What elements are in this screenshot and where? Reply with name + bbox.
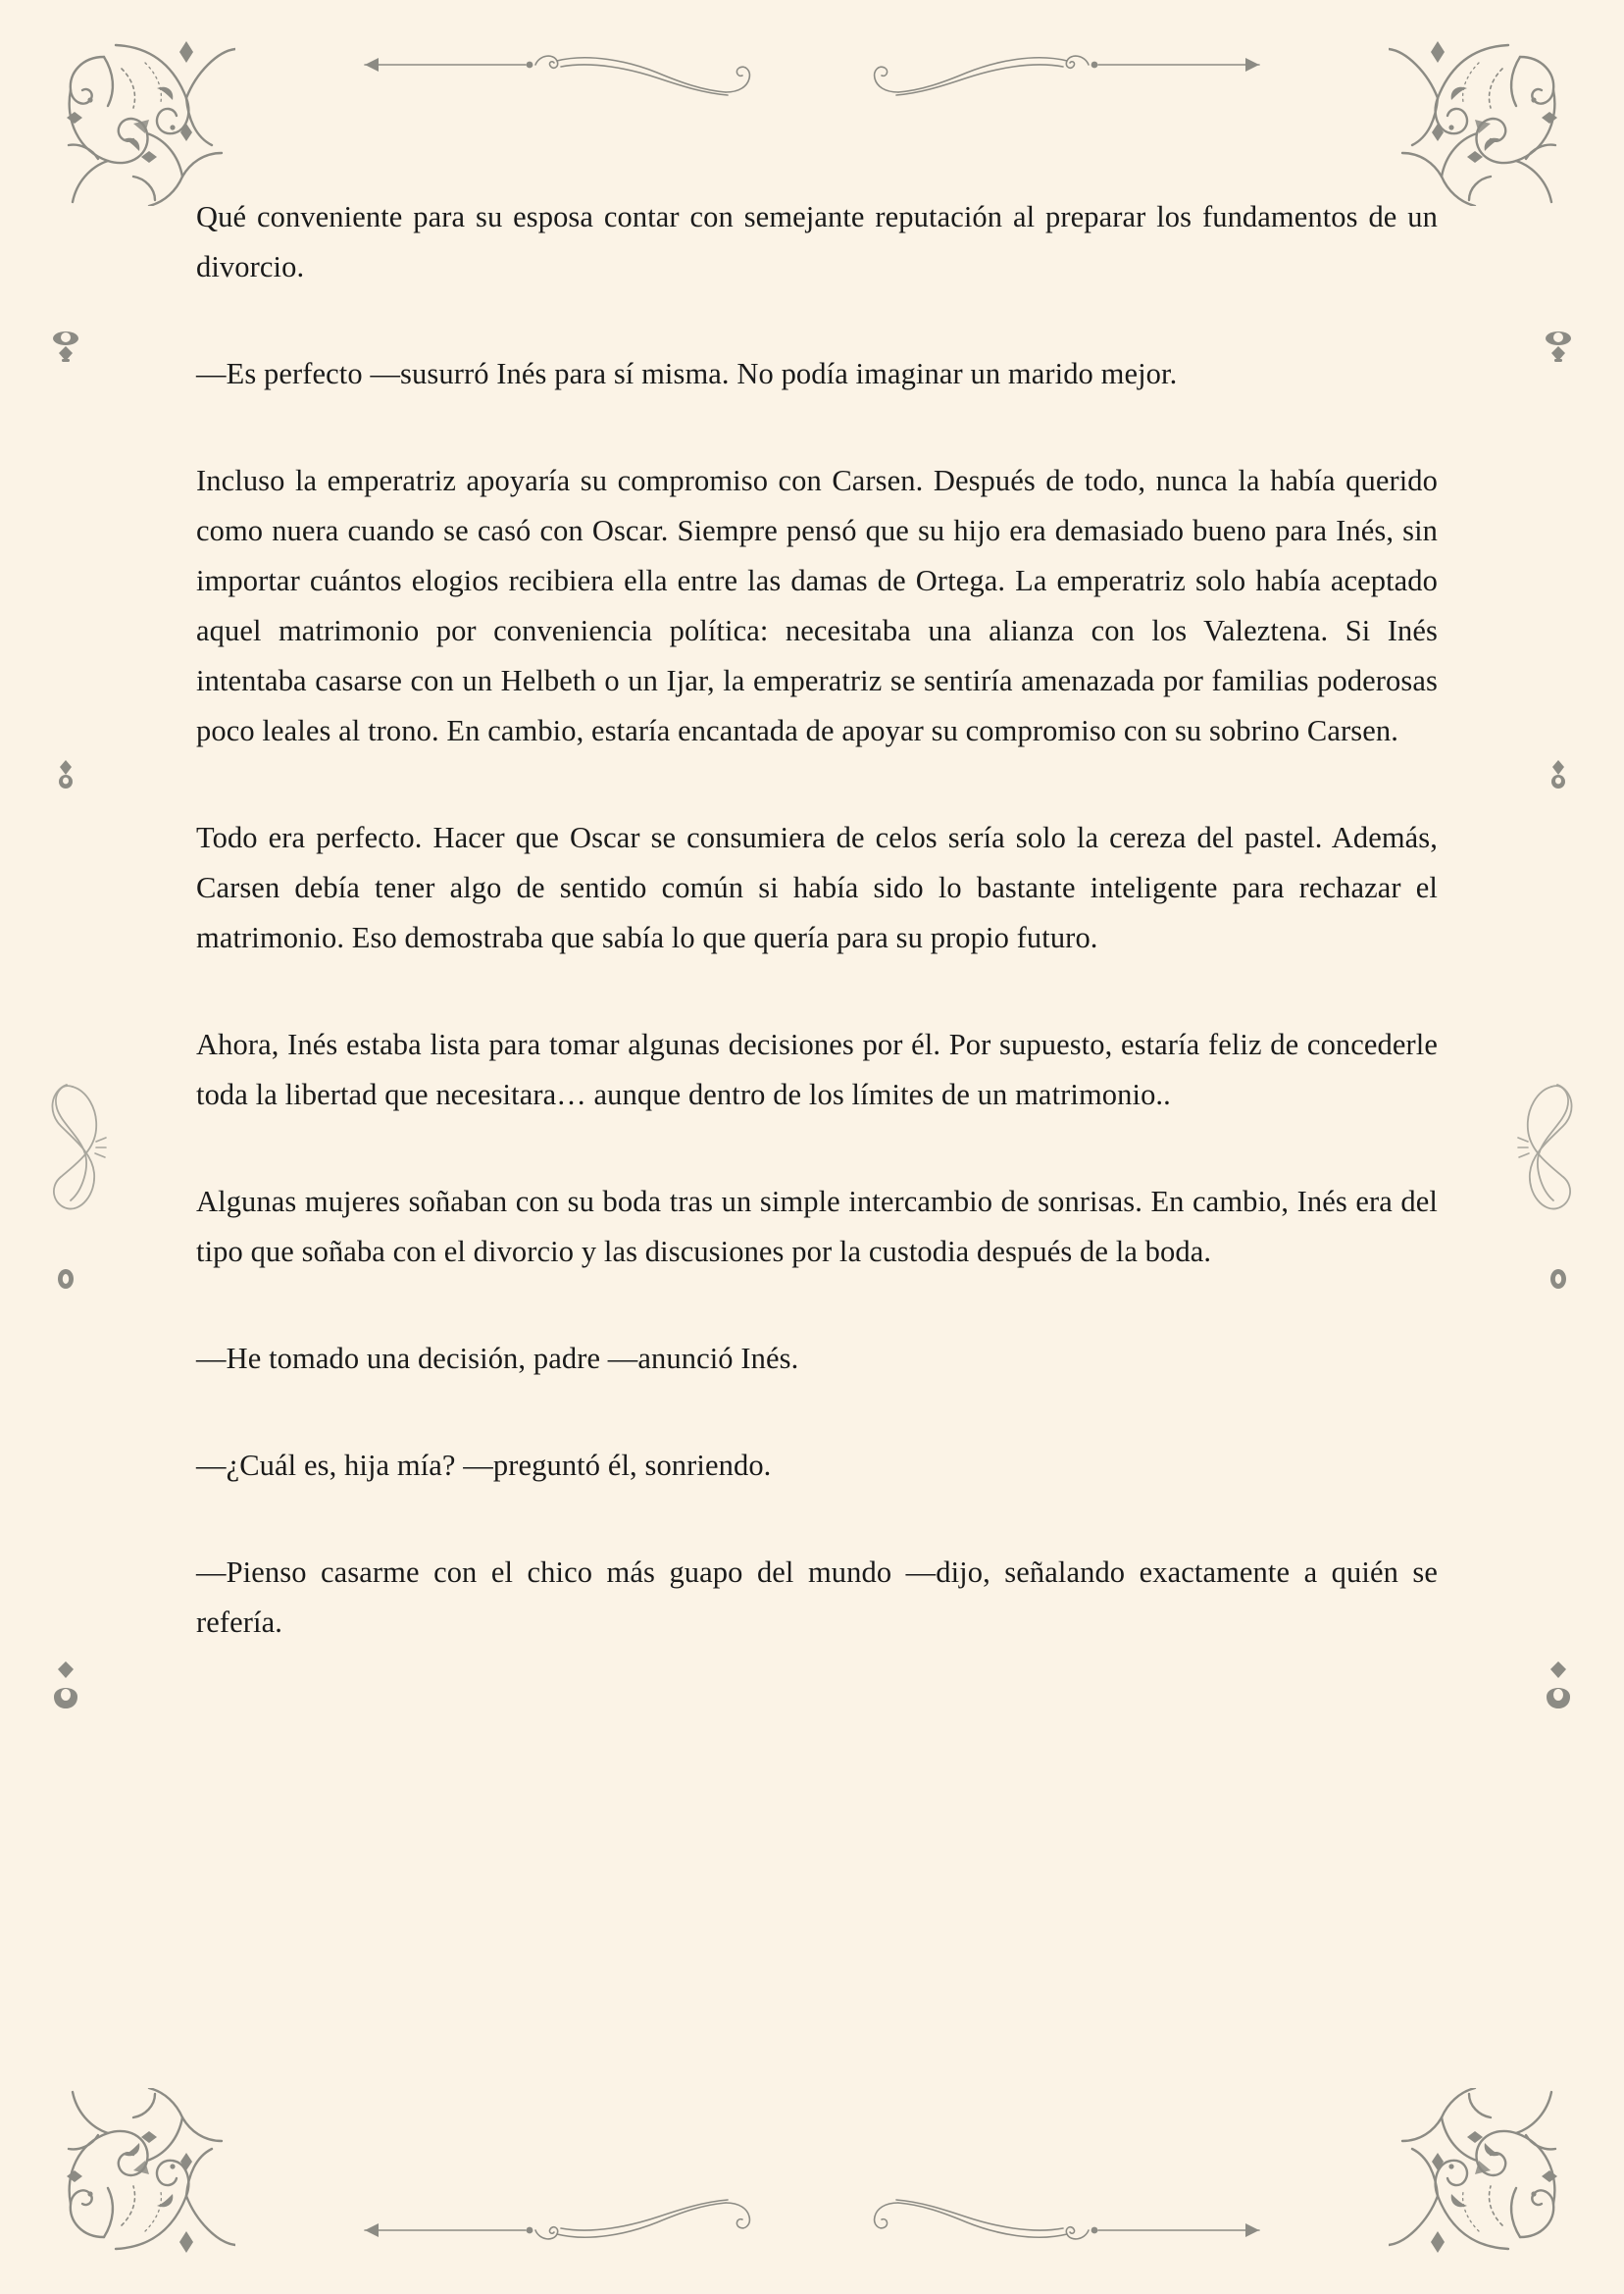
ornamental-rule-bottom bbox=[343, 2199, 1281, 2244]
vertical-rail-left-lower bbox=[51, 1265, 80, 1726]
figure-eight-knot-left-icon bbox=[39, 1069, 108, 1236]
dialogue-line: —Pienso casarme con el chico más guapo del mundo —dijo, señalando exactamente a quién se refería. bbox=[196, 1555, 1438, 1639]
corner-flourish-bottom-left-icon bbox=[39, 2088, 235, 2265]
dialogue-line: —¿Cuál es, hija mía? —preguntó él, sonriendo. bbox=[196, 1449, 772, 1482]
paragraph: Algunas mujeres soñaban con su boda tras un simple intercambio de sonrisas. En cambio, Inés era del tipo que soñaba con el divorcio y las discusiones por la custodia después de la boda. bbox=[196, 1185, 1438, 1268]
dialogue-line: —Es perfecto —susurró Inés para sí misma. No podía imaginar un marido mejor. bbox=[196, 357, 1178, 390]
paragraph: Incluso la emperatriz apoyaría su compromiso con Carsen. Después de todo, nunca la había querido como nuera cuando se casó con Oscar. Siempre pensó que su hijo era demasiado bueno para Inés, sin importar cuántos elogios recibiera ella entre las damas de Ortega. La emperatriz solo había aceptado aquel matrimonio por conveniencia política: necesitaba una alianza con los Valeztena. Si Inés intentaba casarse con un Helbeth o un Ijar, la emperatriz se sentiría amenazada por familias poderosas poco leales al trono. En cambio, estaría encantada de apoyar su compromiso con su sobrino Carsen. bbox=[196, 464, 1438, 747]
paragraph: Ahora, Inés estaba lista para tomar algunas decisiones por él. Por supuesto, estaría feliz de concederle toda la libertad que necesitara… aunque dentro de los límites de un matrimonio.. bbox=[196, 1028, 1438, 1111]
corner-flourish-top-right-icon bbox=[1389, 29, 1585, 206]
vertical-rail-right-upper bbox=[1544, 329, 1573, 809]
vertical-rail-right-lower bbox=[1544, 1265, 1573, 1726]
ornamental-rule-top bbox=[343, 51, 1281, 96]
corner-flourish-top-left-icon bbox=[39, 29, 235, 206]
paragraph: Qué conveniente para su esposa contar con semejante reputación al preparar los fundamentos de un divorcio. bbox=[196, 200, 1438, 283]
page-text-column bbox=[196, 192, 1438, 1648]
vertical-rail-left-upper bbox=[51, 329, 80, 809]
dialogue-line: —He tomado una decisión, padre —anunció Inés. bbox=[196, 1342, 799, 1375]
paragraph: Todo era perfecto. Hacer que Oscar se consumiera de celos sería solo la cereza del pastel. Además, Carsen debía tener algo de sentido común si había sido lo bastante inteligente para rechazar el matrimonio. Eso demostraba que sabía lo que quería para su propio futuro. bbox=[196, 821, 1438, 954]
figure-eight-knot-right-icon bbox=[1516, 1069, 1585, 1236]
corner-flourish-bottom-right-icon bbox=[1389, 2088, 1585, 2265]
